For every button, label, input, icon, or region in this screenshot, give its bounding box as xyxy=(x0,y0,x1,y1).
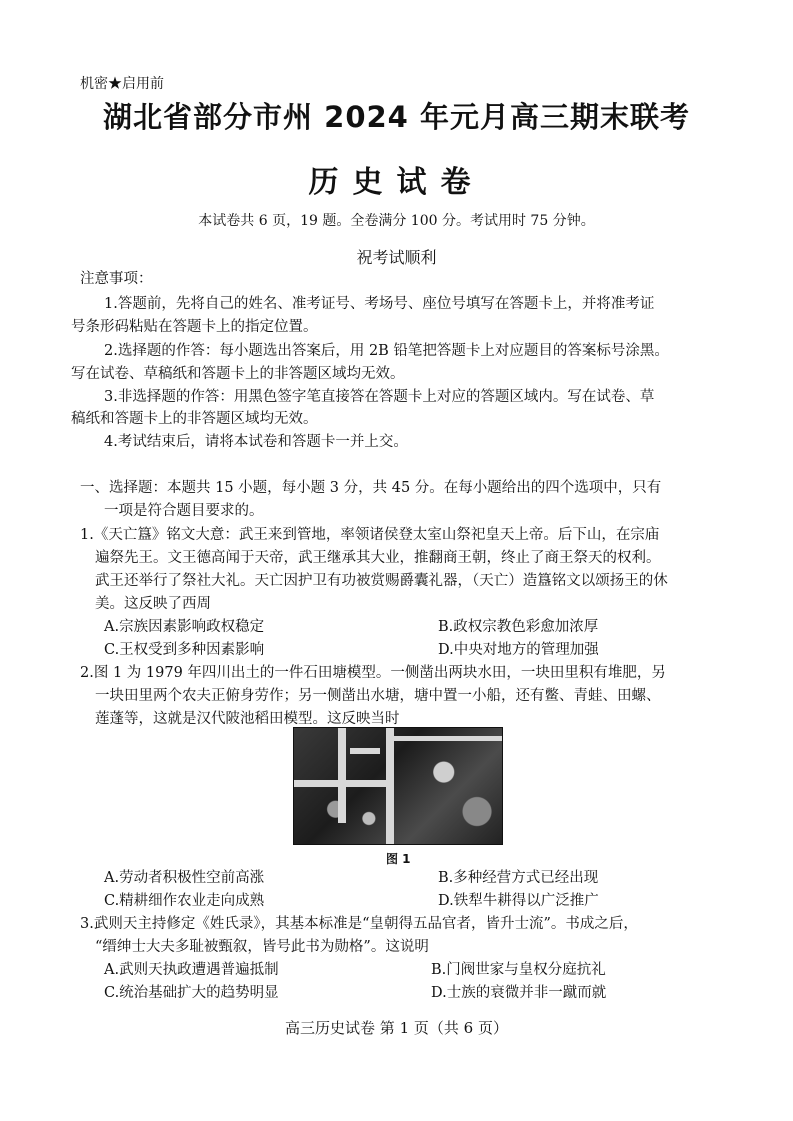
q2-option-a: A.劳动者积极性空前高涨 xyxy=(104,870,265,886)
q3-option-c: C.统治基础扩大的趋势明显 xyxy=(104,985,279,1001)
confidential-label: 机密★启用前 xyxy=(80,76,164,92)
section-heading-cont: 一项是符合题目要求的。 xyxy=(104,503,264,519)
figure-caption: 图 1 xyxy=(386,852,411,866)
q1-option-b: B.政权宗教色彩愈加浓厚 xyxy=(438,619,599,635)
exam-info: 本试卷共 6 页，19 题。全卷满分 100 分。考试用时 75 分钟。 xyxy=(198,213,595,229)
q3-option-d: D.士族的衰微并非一蹴而就 xyxy=(431,985,607,1001)
q1-option-a: A.宗族因素影响政权稳定 xyxy=(104,619,265,635)
question-2-line: 莲蓬等，这就是汉代陂池稻田模型。这反映当时 xyxy=(95,711,400,727)
q2-option-d: D.铁犁牛耕得以广泛推广 xyxy=(438,893,599,909)
q1-option-d: D.中央对地方的管理加强 xyxy=(438,642,599,658)
question-1-line: 武王还举行了祭社大礼。天亡因护卫有功被赏赐爵囊礼器，（天亡）造簋铭文以颂扬王的休 xyxy=(95,573,668,589)
good-luck-line: 祝考试顺利 xyxy=(356,248,437,267)
q2-option-b: B.多种经营方式已经出现 xyxy=(438,870,599,886)
page-footer: 高三历史试卷 第 1 页（共 6 页） xyxy=(285,1019,508,1037)
note-line: 稿纸和答题卡上的非答题区域均无效。 xyxy=(71,411,318,427)
note-line: 1.答题前，先将自己的姓名、准考证号、考场号、座位号填写在答题卡上，并将准考证 xyxy=(104,296,655,312)
exam-title: 湖北省部分市州 2024 年元月高三期末联考 xyxy=(103,100,690,134)
note-line: 3.非选择题的作答：用黑色签字笔直接答在答题卡上对应的答题区域内。写在试卷、草 xyxy=(104,389,655,405)
q1-option-c: C.王权受到多种因素影响 xyxy=(104,642,265,658)
question-1-line: 1.《天亡簋》铭文大意：武王来到管地，率领诸侯登太室山祭祀皇天上帝。后下山，在宗庙 xyxy=(80,527,660,543)
stone-paddy-model-photo xyxy=(293,727,503,845)
note-line: 4.考试结束后，请将本试卷和答题卡一并上交。 xyxy=(104,434,408,450)
note-line: 写在试卷、草稿纸和答题卡上的非答题区域均无效。 xyxy=(71,366,405,382)
notes-heading: 注意事项： xyxy=(80,271,153,287)
q2-option-c: C.精耕细作农业走向成熟 xyxy=(104,893,265,909)
question-3-line: “缙绅士大夫多耻被甄叙，皆号此书为勋格”。这说明 xyxy=(95,939,429,955)
subject-title: 历史试卷 xyxy=(308,165,485,200)
note-line: 2.选择题的作答：每小题选出答案后，用 2B 铅笔把答题卡上对应题目的答案标号涂黑。 xyxy=(104,343,669,359)
question-1-line: 美。这反映了西周 xyxy=(95,596,211,612)
q3-option-b: B.门阀世家与皇权分庭抗礼 xyxy=(431,962,606,978)
question-2-line: 一块田里两个农夫正俯身劳作；另一侧凿出水塘，塘中置一小船，还有鳖、青蛙、田螺、 xyxy=(95,688,661,704)
question-2-line: 2.图 1 为 1979 年四川出土的一件石田塘模型。一侧凿出两块水田，一块田里积有堆肥，另 xyxy=(80,665,666,681)
question-3-line: 3.武则天主持修定《姓氏录》，其基本标准是“皇朝得五品官者，皆升士流”。书成之后， xyxy=(80,916,638,932)
note-line: 号条形码粘贴在答题卡上的指定位置。 xyxy=(71,319,318,335)
q3-option-a: A.武则天执政遭遇普遍抵制 xyxy=(104,962,279,978)
question-1-line: 遍祭先王。文王德高闻于天帝，武王继承其大业，推翻商王朝，终止了商王祭天的权利。 xyxy=(95,550,661,566)
section-heading: 一、选择题：本题共 15 小题，每小题 3 分，共 45 分。在每小题给出的四个选项中，只有 xyxy=(80,480,662,496)
